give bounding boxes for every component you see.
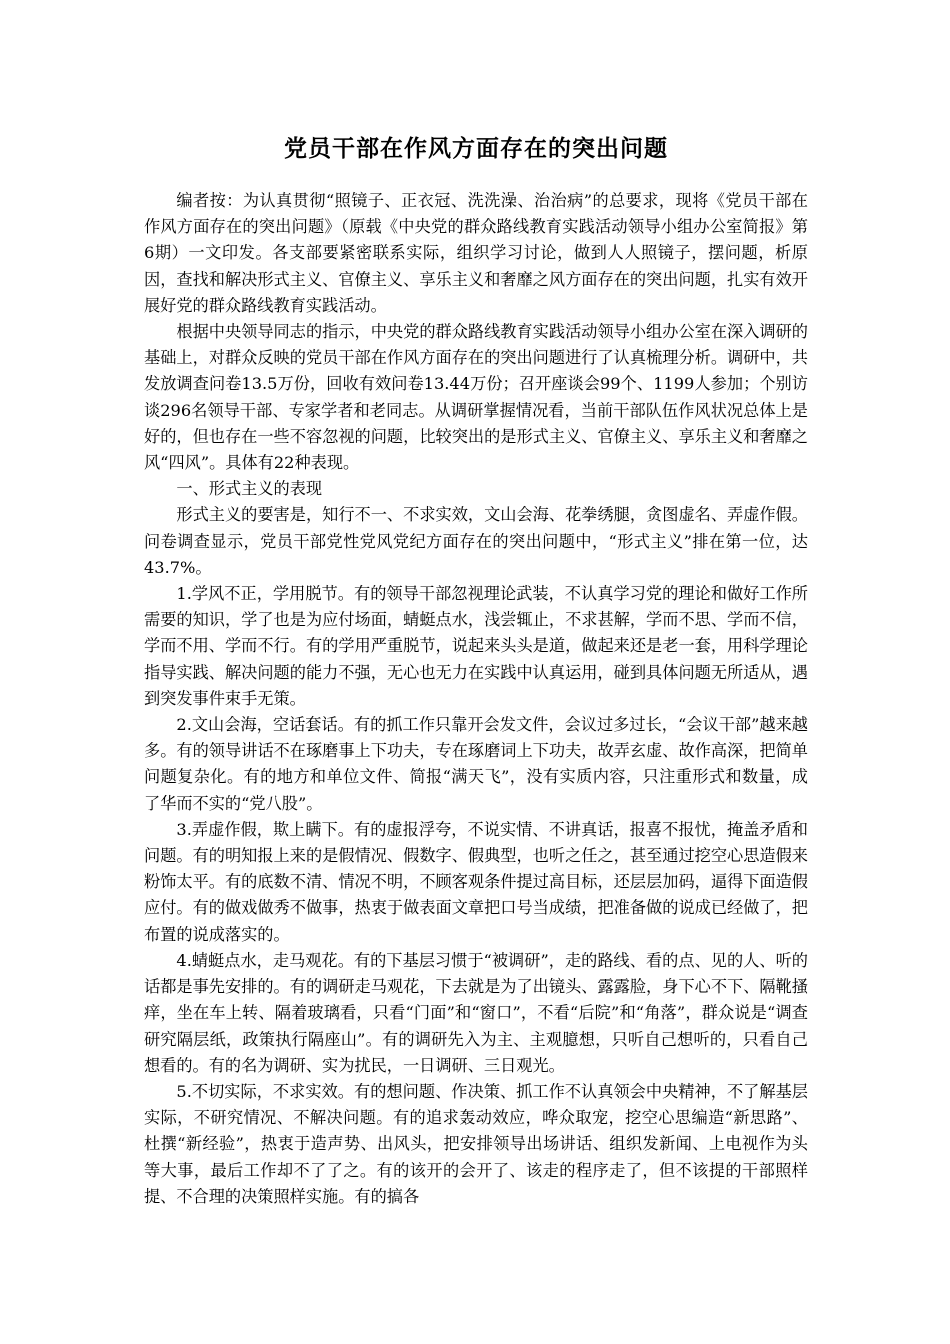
paragraph-item-5: 5.不切实际，不求实效。有的想问题、作决策、抓工作不认真领会中央精神，不了解基层实际，不研究情况、不解决问题。有的追求轰动效应，哗众取宠，挖空心思编造“新思路”、杜撰“新经验”，热衷于造声势、出风头，把安排领导出场讲话、组织发新闻、上电视作为头等大事，最后工作却不了了之。有的该开的会开了、该走的程序走了，但不该提的干部照样提、不合理的决策照样实施。有的搞各 <box>144 1081 808 1206</box>
paragraph-formalism-summary: 形式主义的要害是，知行不一、不求实效，文山会海、花拳绣腿，贪图虚名、弄虚作假。问卷调查显示，党员干部党性党风党纪方面存在的突出问题中，“形式主义”排在第一位，达43.7%。 <box>144 505 808 577</box>
paragraph-item-1: 1.学风不正，学用脱节。有的领导干部忽视理论武装，不认真学习党的理论和做好工作所需要的知识，学了也是为应付场面，蜻蜓点水，浅尝辄止，不求甚解，学而不思、学而不信，学而不用、学而不行。有的学用严重脱节，说起来头头是道，做起来还是老一套，用科学理论指导实践、解决问题的能力不强，无心也无力在实践中认真运用，碰到具体问题无所适从，遇到突发事件束手无策。 <box>144 584 808 708</box>
document-body <box>144 188 808 1210</box>
paragraph-intro: 根据中央领导同志的指示，中央党的群众路线教育实践活动领导小组办公室在深入调研的基础上，对群众反映的党员干部在作风方面存在的突出问题进行了认真梳理分析。调研中，共发放调查问卷13.5万份，回收有效问卷13.44万份；召开座谈会99个、1199人参加；个别访谈296名领导干部、专家学者和老同志。从调研掌握情况看，当前干部队伍作风状况总体上是好的，但也存在一些不容忽视的问题，比较突出的是形式主义、官僚主义、享乐主义和奢靡之风“四风”。具体有22种表现。 <box>144 322 808 473</box>
paragraph-item-3: 3.弄虚作假，欺上瞒下。有的虚报浮夸，不说实情、不讲真话，报喜不报忧，掩盖矛盾和问题。有的明知报上来的是假情况、假数字、假典型，也听之任之，甚至通过挖空心思造假来粉饰太平。有的底数不清、情况不明，不顾客观条件提过高目标，还层层加码，逼得下面造假应付。有的做戏做秀不做事，热衷于做表面文章把口号当成绩，把准备做的说成已经做了，把布置的说成落实的。 <box>144 819 808 944</box>
section-heading-formalism: 一、形式主义的表现 <box>176 479 323 499</box>
paragraph-item-4: 4.蜻蜓点水，走马观花。有的下基层习惯于“被调研”，走的路线、看的点、见的人、听的话都是事先安排的。有的调研走马观花，下去就是为了出镜头、露露脸，身下心不下、隔靴搔痒，坐在车上转、隔着玻璃看，只看“门面”和“窗口”，不看“后院”和“角落”，群众说是“调查研究隔层纸，政策执行隔座山”。有的调研先入为主、主观臆想，只听自己想听的，只看自己想看的。有的名为调研、实为扰民，一日调研、三日观光。 <box>144 950 808 1075</box>
paragraph-editor-note: 编者按：为认真贯彻“照镜子、正衣冠、洗洗澡、治治病”的总要求，现将《党员干部在作风方面存在的突出问题》（原载《中央党的群众路线教育实践活动领导小组办公室简报》第6期）一文印发。各支部要紧密联系实际，组织学习讨论，做到人人照镜子，摆问题，析原因，查找和解决形式主义、官僚主义、享乐主义和奢靡之风方面存在的突出问题，扎实有效开展好党的群众路线教育实践活动。 <box>144 191 808 315</box>
document-page <box>144 128 808 1328</box>
document-title: 党员干部在作风方面存在的突出问题 <box>284 135 668 162</box>
paragraph-item-2: 2.文山会海，空话套话。有的抓工作只靠开会发文件，会议过多过长，“会议干部”越来越多。有的领导讲话不在琢磨事上下功夫，专在琢磨词上下功夫，故弄玄虚、故作高深，把简单问题复杂化。有的地方和单位文件、简报“满天飞”，没有实质内容，只注重形式和数量，成了华而不实的“党八股”。 <box>144 715 808 813</box>
